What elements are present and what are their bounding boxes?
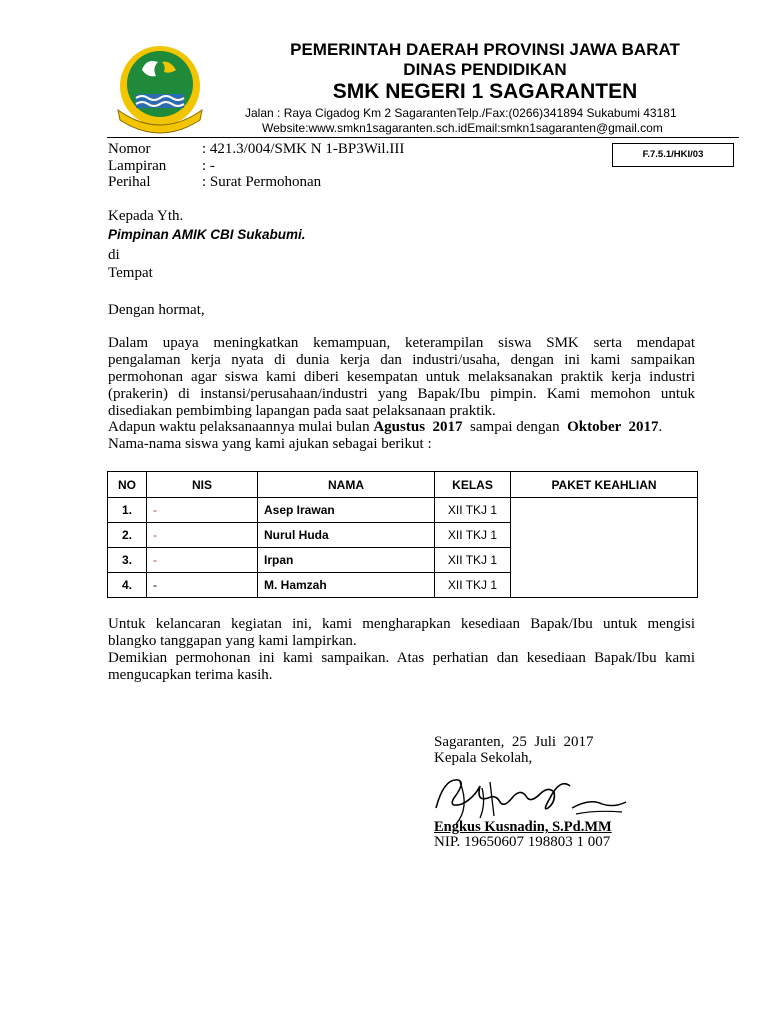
row-nama: Asep Irawan (258, 498, 435, 523)
body-paragraph-line: Dalam upaya meningkatkan kemampuan, keterampilan siswa SMK serta mendapat (108, 335, 695, 351)
row-paket (511, 498, 698, 598)
government-title: PEMERINTAH DAERAH PROVINSI JAWA BARAT (290, 40, 680, 59)
row-nis: - (147, 523, 258, 548)
lampiran-label: Lampiran (108, 158, 167, 174)
body-paragraph-line: disediakan pembimbing lapangan pada saat pelaksanaan praktik. (108, 403, 496, 419)
row-no: 3. (108, 548, 147, 573)
lampiran-value: : - (202, 158, 215, 174)
header-nama: NAMA (258, 472, 435, 498)
header-no: NO (108, 472, 147, 498)
row-no: 1. (108, 498, 147, 523)
row-nama: Irpan (258, 548, 435, 573)
table-row (108, 498, 698, 523)
row-kelas: XII TKJ 1 (435, 498, 511, 523)
students-intro: Nama-nama siswa yang kami ajukan sebagai berikut : (108, 436, 432, 452)
closing-line: mengucapkan terima kasih. (108, 667, 273, 683)
row-nama: M. Hamzah (258, 573, 435, 598)
school-website: Website:www.smkn1sagaranten.sch.idEmail:smkn1sagaranten@gmail.com (262, 121, 663, 135)
recipient-di: di (108, 247, 120, 263)
body-paragraph-line: permohonan agar siswa kami diberi kesempatan untuk melaksanakan praktik kerja industri (108, 369, 695, 385)
period-sentence (108, 419, 662, 436)
recipient-place: Tempat (108, 265, 153, 281)
header-kelas: KELAS (435, 472, 511, 498)
row-nama: Nurul Huda (258, 523, 435, 548)
signer-position: Kepala Sekolah, (434, 750, 533, 766)
school-name: SMK NEGERI 1 SAGARANTEN (332, 80, 638, 103)
closing-line: Untuk kelancaran kegiatan ini, kami mengharapkan kesediaan Bapak/Ibu untuk mengisi (108, 616, 695, 632)
west-java-emblem-icon (112, 40, 208, 136)
perihal-label: Perihal (108, 174, 151, 190)
row-kelas: XII TKJ 1 (435, 548, 511, 573)
perihal-value: : Surat Permohonan (202, 174, 322, 190)
students-table (107, 471, 698, 598)
school-address: Jalan : Raya Cigadog Km 2 SagarantenTelp./Fax:(0266)341894 Sukabumi 43181 (245, 106, 677, 120)
row-nis: - (147, 498, 258, 523)
table-header-row (108, 472, 698, 498)
nomor-value: : 421.3/004/SMK N 1-BP3Wil.III (202, 141, 405, 157)
recipient-name: Pimpinan AMIK CBI Sukabumi. (108, 227, 306, 242)
period-prefix: Adapun waktu pelaksanaannya mulai bulan (108, 419, 374, 435)
form-code-box: F.7.5.1/HKI/03 (612, 143, 734, 167)
row-nis: - (147, 573, 258, 598)
signer-nip: NIP. 19650607 198803 1 007 (434, 834, 611, 850)
row-no: 2. (108, 523, 147, 548)
nomor-label: Nomor (108, 141, 151, 157)
letterhead-divider (107, 137, 739, 138)
body-paragraph-line: pengalaman kerja nyata di dunia kerja dan industri/usaha, dengan ini kami sampaikan (108, 352, 695, 368)
period-middle: sampai dengan (462, 419, 568, 435)
row-kelas: XII TKJ 1 (435, 523, 511, 548)
period-start: Agustus 2017 (373, 419, 463, 435)
closing-line: Demikian permohonan ini kami sampaikan. Atas perhatian dan kesediaan Bapak/Ibu kami (108, 650, 695, 666)
row-nis: - (147, 548, 258, 573)
signer-name: Engkus Kusnadin, S.Pd.MM (434, 819, 612, 835)
row-no: 4. (108, 573, 147, 598)
body-paragraph-line: (prakerin) di instansi/perusahaan/industri yang Bapak/Ibu pimpin. Kami memohon untuk (108, 386, 695, 402)
department-title: DINAS PENDIDIKAN (403, 60, 567, 79)
header-nis: NIS (147, 472, 258, 498)
period-end: Oktober 2017 (567, 419, 659, 435)
row-kelas: XII TKJ 1 (435, 573, 511, 598)
closing-line: blangko tanggapan yang kami lampirkan. (108, 633, 357, 649)
header-paket: PAKET KEAHLIAN (511, 472, 698, 498)
greeting: Dengan hormat, (108, 302, 205, 318)
place-date: Sagaranten, 25 Juli 2017 (434, 734, 594, 750)
period-suffix: . (658, 419, 663, 435)
recipient-salutation: Kepada Yth. (108, 208, 184, 224)
